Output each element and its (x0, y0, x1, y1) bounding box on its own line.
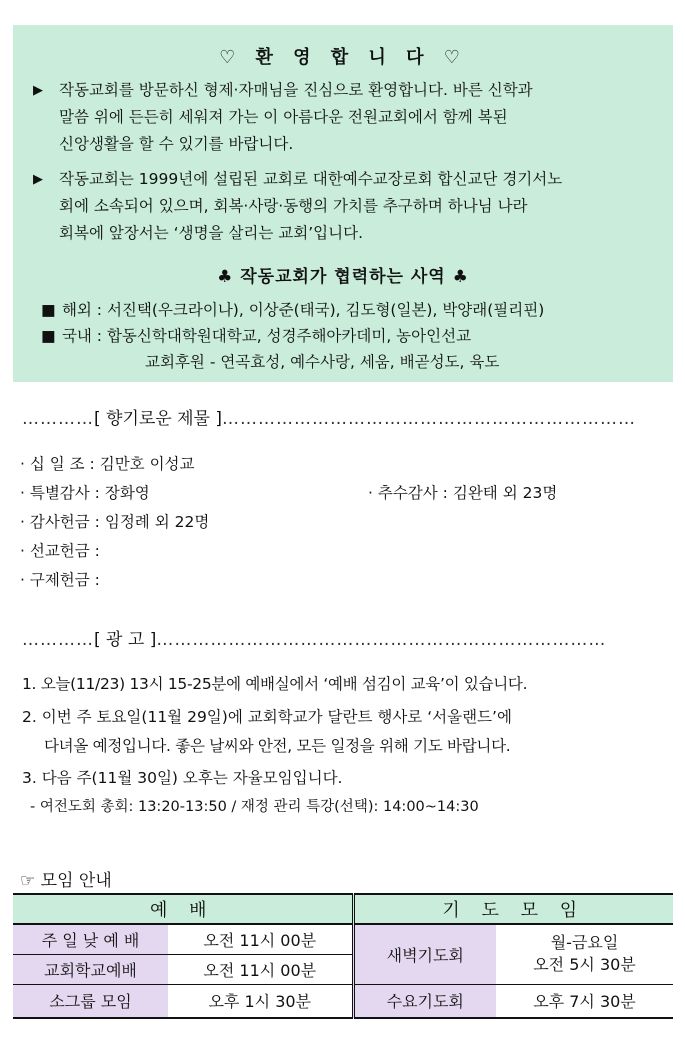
offering-value: 임정례 외 22명 (104, 513, 210, 531)
welcome-line: 회에 소속되어 있으며, 회복·사랑·동행의 가치를 추구하며 하나님 나라 (59, 197, 528, 215)
prayer-name: 새벽기도회 (353, 924, 496, 984)
notice-item-3-sub: - 여전도회 총회: 13:20-13:50 / 재정 관리 특강(선택): 14:00~14:30 (30, 799, 479, 815)
notice-item-1: 1. 오늘(11/23) 13시 15-25분에 예배실에서 ‘예배 섬김이 교육’이 있습니다. (22, 675, 528, 693)
welcome-paragraph-1 (33, 77, 653, 158)
dotted-leader: ………… (22, 409, 94, 429)
offering-row (20, 539, 100, 561)
dotted-leader: …………………………………………………………… (222, 409, 637, 429)
worship-time: 오전 11시 00분 (168, 954, 353, 984)
meeting-title: ☞ 모임 안내 (20, 871, 112, 891)
offering-label: · 십 일 조 : (20, 455, 95, 473)
notice-item-2-cont: 다녀올 예정입니다. 좋은 날씨와 안전, 모든 일정을 위해 기도 바랍니다. (44, 737, 511, 755)
notice-header (22, 625, 667, 650)
arrow-bullet-icon: ▶ (33, 83, 43, 98)
offering-label: · 구제헌금 : (20, 571, 100, 589)
offering-title: [ 향기로운 제물 ] (94, 409, 223, 429)
dotted-leader: ………… (22, 630, 94, 650)
arrow-bullet-icon: ▶ (33, 172, 43, 187)
welcome-line: 작동교회를 방문하신 형제·자매님을 진심으로 환영합니다. 바른 신학과 (59, 81, 533, 99)
welcome-paragraph-2 (33, 166, 653, 247)
welcome-box (13, 25, 673, 382)
offering-label: · 선교헌금 : (20, 542, 100, 560)
prayer-time: 오후 7시 30분 (496, 984, 673, 1018)
mission-title: ♣ 작동교회가 협력하는 사역 ♣ (217, 267, 469, 287)
offering-label: · 특별감사 : (20, 484, 100, 502)
worship-name: 주 일 낮 예 배 (13, 924, 168, 954)
offering-value: 김만호 이성교 (99, 455, 195, 473)
notice-item-2: 2. 이번 주 토요일(11월 29일)에 교회학교가 달란트 행사로 ‘서울랜드’에 (22, 708, 512, 726)
mission-abroad-text: 해외 : 서진택(우크라이나), 이상준(태국), 김도형(일본), 박양래(필리핀) (61, 301, 545, 319)
worship-header: 예 배 (13, 894, 353, 924)
square-bullet-icon: ■ (41, 327, 56, 345)
meeting-table (13, 893, 673, 1019)
welcome-line: 회복에 앞장서는 ‘생명을 살리는 교회’입니다. (59, 224, 364, 242)
mission-support: 교회후원 - 연곡효성, 예수사랑, 세움, 배곧성도, 육도 (145, 353, 500, 371)
offering-row (20, 568, 100, 590)
prayer-header: 기 도 모 임 (353, 894, 673, 924)
offering-label: · 추수감사 : (368, 484, 448, 502)
welcome-line: 말씀 위에 든든히 세워져 가는 이 아름다운 전원교회에서 함께 복된 (59, 108, 508, 126)
notice-item-3: 3. 다음 주(11월 30일) 오후는 자율모임입니다. (22, 769, 343, 787)
notice-title: [ 광 고 ] (94, 630, 157, 650)
welcome-title: ♡ 환 영 합 니 다 ♡ (219, 47, 467, 68)
offering-label: · 감사헌금 : (20, 513, 100, 531)
worship-name: 교회학교예배 (13, 954, 168, 984)
offering-value: 장화영 (104, 484, 150, 502)
mission-domestic-text: 국내 : 합동신학대학원대학교, 성경주해아카데미, 농아인선교 (61, 327, 472, 345)
prayer-time-line: 월-금요일 (550, 933, 619, 953)
square-bullet-icon: ■ (41, 301, 56, 319)
welcome-line: 신앙생활을 할 수 있기를 바랍니다. (59, 135, 294, 153)
offering-row (20, 510, 209, 532)
prayer-time-line: 오전 5시 30분 (533, 955, 636, 975)
offering-row (20, 452, 194, 474)
offering-row-thanksgiving (368, 481, 557, 503)
offering-row (20, 481, 150, 503)
worship-time: 오후 1시 30분 (168, 984, 353, 1018)
prayer-name: 수요기도회 (353, 984, 496, 1018)
worship-name: 소그룹 모임 (13, 984, 168, 1018)
welcome-line: 작동교회는 1999년에 설립된 교회로 대한예수교장로회 합신교단 경기서노 (59, 170, 563, 188)
offering-header (22, 404, 667, 429)
dotted-leader: ………………………………………………………………… (156, 630, 607, 650)
offering-value: 김완태 외 23명 (452, 484, 558, 502)
worship-time: 오전 11시 00분 (168, 924, 353, 954)
mission-domestic (41, 323, 471, 350)
prayer-time (496, 924, 673, 984)
mission-abroad (41, 297, 544, 324)
